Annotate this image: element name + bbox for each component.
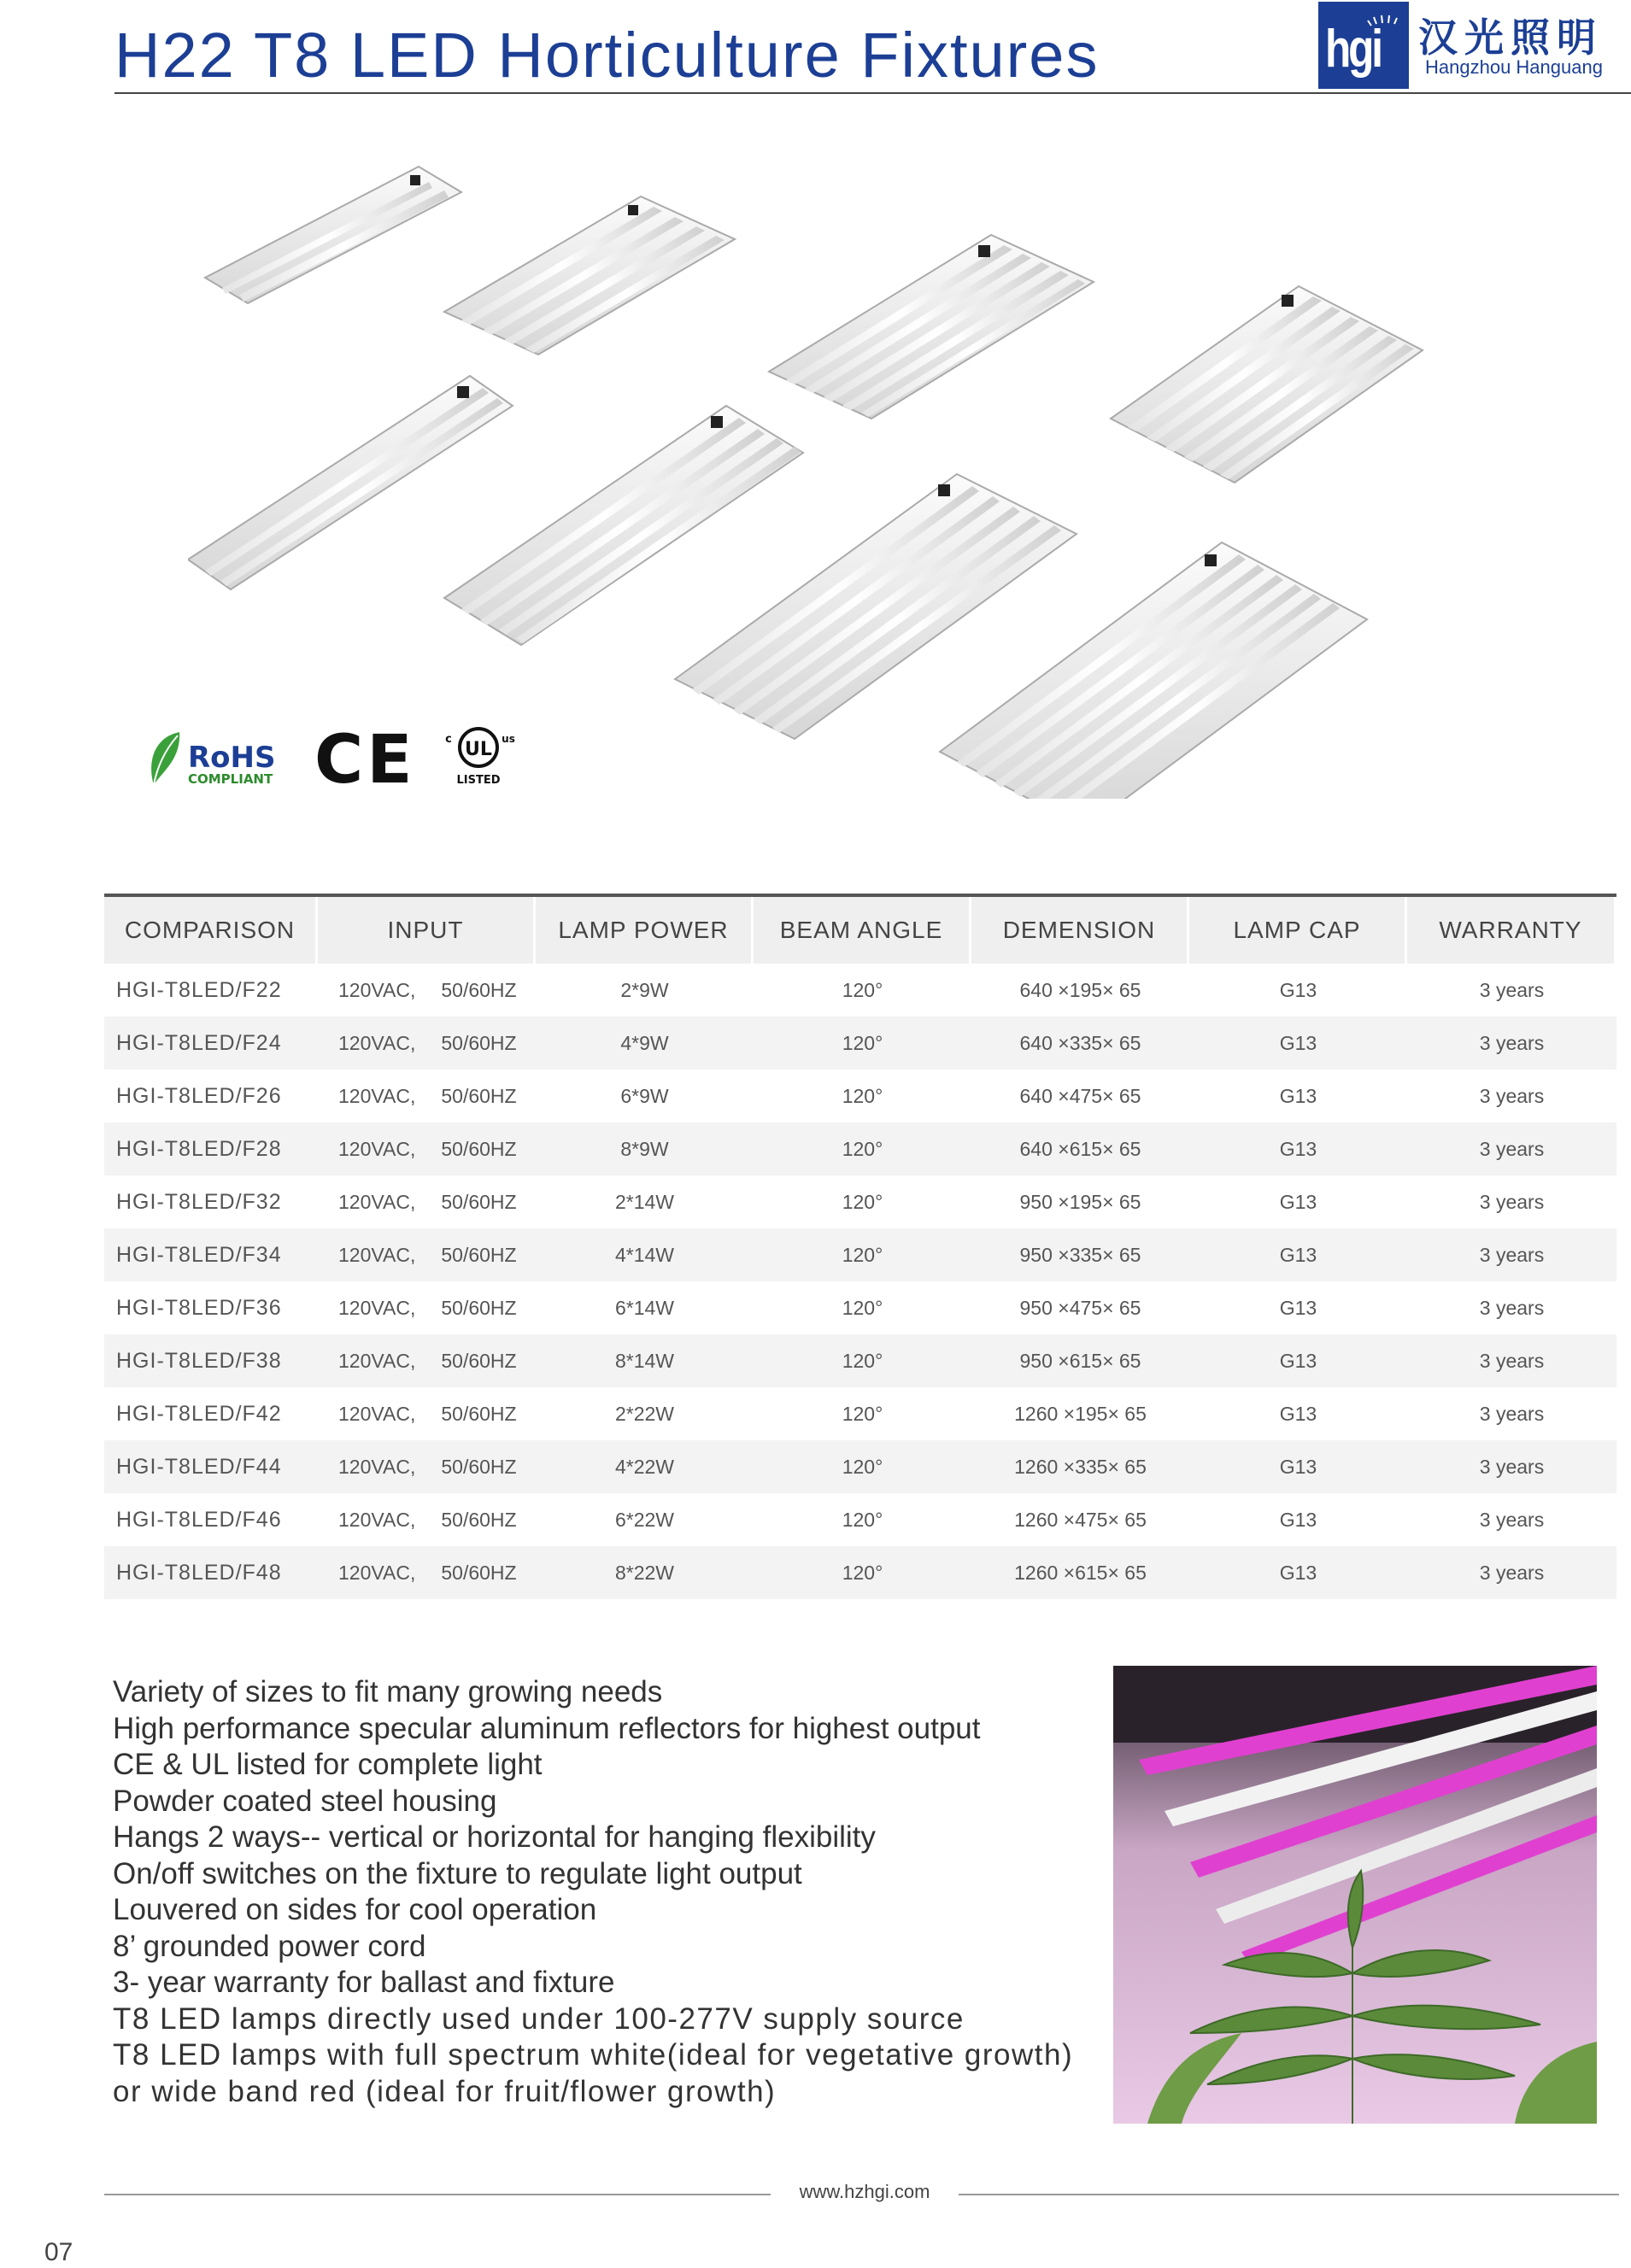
fixture-f28 bbox=[1111, 286, 1423, 483]
lamp-cap-cell: G13 bbox=[1189, 1334, 1407, 1387]
feature-item: or wide band red (ideal for fruit/flower growth) bbox=[113, 2074, 777, 2108]
table-header-row bbox=[104, 897, 1616, 964]
dimension-cell: 950 ×615× 65 bbox=[971, 1334, 1189, 1387]
model-cell: HGI-T8LED/F34 bbox=[104, 1228, 318, 1281]
model-cell: HGI-T8LED/F36 bbox=[116, 1295, 282, 1320]
warranty-cell: 3 years bbox=[1479, 1296, 1545, 1319]
column-header-lamp-cap: LAMP CAP bbox=[1189, 897, 1407, 964]
table-row bbox=[104, 1493, 1616, 1546]
lamp-power-cell: 8*9W bbox=[536, 1122, 754, 1175]
model-cell: HGI-T8LED/F38 bbox=[104, 1334, 318, 1387]
lamp-cap-cell: G13 bbox=[1189, 1546, 1407, 1599]
column-header-comparison: COMPARISON bbox=[104, 897, 318, 964]
table-row bbox=[104, 1070, 1616, 1122]
beam-angle-cell: 120° bbox=[754, 1546, 971, 1599]
input-frequency: 50/60HZ bbox=[441, 1243, 517, 1266]
model-cell: HGI-T8LED/F32 bbox=[116, 1189, 282, 1214]
lamp-power-cell: 8*14W bbox=[536, 1334, 754, 1387]
column-header-dimension: DEMENSION bbox=[971, 897, 1189, 964]
input-frequency: 50/60HZ bbox=[441, 1402, 517, 1425]
ul-c-text: c bbox=[445, 733, 452, 746]
input-cell bbox=[318, 1122, 536, 1175]
ul-text: UL bbox=[465, 739, 492, 760]
dimension-cell: 1260 ×335× 65 bbox=[971, 1440, 1189, 1493]
input-cell bbox=[318, 964, 536, 1017]
dimension-cell: 640 ×615× 65 bbox=[971, 1122, 1189, 1175]
dimension-cell: 950 ×475× 65 bbox=[1019, 1296, 1141, 1319]
lamp-power-cell: 4*22W bbox=[536, 1440, 754, 1493]
input-frequency: 50/60HZ bbox=[441, 1455, 517, 1478]
warranty-cell: 3 years bbox=[1407, 1334, 1616, 1387]
rohs-compliant-label: COMPLIANT bbox=[188, 771, 273, 787]
rohs-label: RoHS bbox=[188, 741, 276, 775]
fixture-f24 bbox=[444, 196, 735, 355]
input-cell bbox=[318, 1281, 536, 1334]
input-cell bbox=[318, 1017, 536, 1070]
feature-item: Variety of sizes to fit many growing needs bbox=[113, 1675, 663, 1708]
warranty-cell: 3 years bbox=[1479, 1084, 1545, 1107]
dimension-cell: 950 ×195× 65 bbox=[1019, 1190, 1141, 1213]
lamp-power-cell: 2*14W bbox=[614, 1190, 675, 1213]
input-voltage: 120VAC, bbox=[338, 1508, 416, 1531]
warranty-cell: 3 years bbox=[1407, 1440, 1616, 1493]
beam-angle-cell: 120° bbox=[754, 1440, 971, 1493]
input-frequency: 50/60HZ bbox=[441, 1190, 517, 1213]
fixture-f32 bbox=[188, 376, 513, 589]
lamp-power-cell: 8*22W bbox=[536, 1546, 754, 1599]
input-cell bbox=[318, 1334, 536, 1387]
lamp-power-cell: 4*14W bbox=[536, 1228, 754, 1281]
footer-divider-right bbox=[959, 2194, 1619, 2195]
input-voltage: 120VAC, bbox=[338, 978, 416, 1001]
lamp-power-cell: 6*14W bbox=[614, 1296, 675, 1319]
input-cell bbox=[318, 1070, 536, 1122]
dimension-cell: 1260 ×615× 65 bbox=[971, 1546, 1189, 1599]
input-voltage: 120VAC, bbox=[338, 1084, 416, 1107]
feature-item: Hangs 2 ways-- vertical or horizontal for hanging flexibility bbox=[113, 1820, 876, 1854]
lamp-cap-cell: G13 bbox=[1279, 1402, 1317, 1425]
spec-table bbox=[104, 894, 1616, 1599]
warranty-cell: 3 years bbox=[1407, 1546, 1616, 1599]
warranty-cell: 3 years bbox=[1407, 1122, 1616, 1175]
beam-angle-cell: 120° bbox=[842, 1190, 883, 1213]
beam-angle-cell: 120° bbox=[754, 1334, 971, 1387]
input-frequency: 50/60HZ bbox=[441, 1031, 517, 1054]
feature-item: High performance specular aluminum reflectors for highest output bbox=[113, 1711, 981, 1745]
lamp-cap-cell: G13 bbox=[1279, 978, 1317, 1001]
model-cell: HGI-T8LED/F26 bbox=[116, 1083, 282, 1108]
warranty-cell: 3 years bbox=[1407, 1017, 1616, 1070]
lamp-cap-cell: G13 bbox=[1189, 1440, 1407, 1493]
model-cell: HGI-T8LED/F42 bbox=[116, 1401, 282, 1426]
table-row bbox=[104, 1546, 1616, 1599]
feature-item: 8’ grounded power cord bbox=[113, 1929, 426, 1963]
feature-item: CE & UL listed for complete light bbox=[113, 1748, 543, 1781]
fixture-f34 bbox=[444, 406, 803, 645]
leaf-icon bbox=[145, 729, 188, 788]
dimension-cell: 640 ×475× 65 bbox=[1019, 1084, 1141, 1107]
lamp-power-cell: 2*9W bbox=[620, 978, 669, 1001]
input-voltage: 120VAC, bbox=[338, 1243, 416, 1266]
lamp-cap-cell: G13 bbox=[1279, 1296, 1317, 1319]
rohs-badge bbox=[145, 729, 290, 788]
input-frequency: 50/60HZ bbox=[441, 1296, 517, 1319]
input-voltage: 120VAC, bbox=[338, 1455, 416, 1478]
beam-angle-cell: 120° bbox=[842, 978, 883, 1001]
warranty-cell: 3 years bbox=[1407, 1228, 1616, 1281]
warranty-cell: 3 years bbox=[1479, 978, 1545, 1001]
input-voltage: 120VAC, bbox=[338, 1349, 416, 1372]
feature-item: On/off switches on the fixture to regulate light output bbox=[113, 1856, 802, 1890]
feature-item: T8 LED lamps directly used under 100-277V supply source bbox=[113, 2001, 965, 2036]
feature-list bbox=[113, 1674, 1074, 2110]
input-voltage: 120VAC, bbox=[338, 1190, 416, 1213]
model-cell: HGI-T8LED/F48 bbox=[104, 1546, 318, 1599]
input-frequency: 50/60HZ bbox=[441, 978, 517, 1001]
ce-mark: CE bbox=[314, 722, 416, 799]
input-voltage: 120VAC, bbox=[338, 1296, 416, 1319]
certification-marks bbox=[145, 722, 530, 799]
dimension-cell: 640 ×335× 65 bbox=[971, 1017, 1189, 1070]
lamp-cap-cell: G13 bbox=[1189, 1122, 1407, 1175]
header-divider bbox=[114, 92, 1631, 94]
page-number: 07 bbox=[44, 2238, 73, 2266]
lamp-cap-cell: G13 bbox=[1279, 1190, 1317, 1213]
input-frequency: 50/60HZ bbox=[441, 1508, 517, 1531]
fixture-f26 bbox=[769, 235, 1094, 419]
input-voltage: 120VAC, bbox=[338, 1561, 416, 1584]
table-row bbox=[104, 1017, 1616, 1070]
beam-angle-cell: 120° bbox=[842, 1084, 883, 1107]
model-cell: HGI-T8LED/F24 bbox=[104, 1017, 318, 1070]
ul-listed-mark bbox=[440, 722, 517, 788]
table-row bbox=[104, 964, 1616, 1017]
dimension-cell: 1260 ×195× 65 bbox=[1014, 1402, 1147, 1425]
feature-item: Louvered on sides for cool operation bbox=[113, 1893, 597, 1926]
table-row bbox=[104, 1440, 1616, 1493]
table-row bbox=[104, 1175, 1616, 1228]
lamp-power-cell: 4*9W bbox=[536, 1017, 754, 1070]
feature-item: Powder coated steel housing bbox=[113, 1784, 497, 1818]
model-cell: HGI-T8LED/F28 bbox=[104, 1122, 318, 1175]
lamp-cap-cell: G13 bbox=[1279, 1084, 1317, 1107]
logo-mark: hgi bbox=[1325, 20, 1381, 79]
input-cell bbox=[318, 1228, 536, 1281]
dimension-cell: 950 ×335× 65 bbox=[971, 1228, 1189, 1281]
grow-room-photo bbox=[1113, 1666, 1597, 2124]
warranty-cell: 3 years bbox=[1479, 1508, 1545, 1531]
logo-chinese-name: 汉光照明 bbox=[1418, 15, 1603, 60]
input-frequency: 50/60HZ bbox=[441, 1084, 517, 1107]
input-cell bbox=[318, 1546, 536, 1599]
input-frequency: 50/60HZ bbox=[441, 1561, 517, 1584]
input-frequency: 50/60HZ bbox=[441, 1137, 517, 1160]
lamp-cap-cell: G13 bbox=[1189, 1228, 1407, 1281]
table-row bbox=[104, 1387, 1616, 1440]
beam-angle-cell: 120° bbox=[754, 1228, 971, 1281]
lamp-power-cell: 2*22W bbox=[614, 1402, 675, 1425]
beam-angle-cell: 120° bbox=[754, 1017, 971, 1070]
column-header-lamp-power: LAMP POWER bbox=[536, 897, 754, 964]
table-row bbox=[104, 1334, 1616, 1387]
beam-angle-cell: 120° bbox=[754, 1122, 971, 1175]
dimension-cell: 1260 ×475× 65 bbox=[1014, 1508, 1147, 1531]
input-cell bbox=[318, 1493, 536, 1546]
product-photo bbox=[188, 149, 1572, 799]
model-cell: HGI-T8LED/F46 bbox=[116, 1507, 282, 1532]
feature-item: 3- year warranty for ballast and fixture bbox=[113, 1966, 615, 1999]
feature-item: T8 LED lamps with full spectrum white(ideal for vegetative growth) bbox=[113, 2038, 1074, 2072]
beam-angle-cell: 120° bbox=[842, 1508, 883, 1531]
logo-english-name: Hangzhou Hanguang bbox=[1425, 56, 1603, 78]
lamp-cap-cell: G13 bbox=[1189, 1017, 1407, 1070]
model-cell: HGI-T8LED/F44 bbox=[104, 1440, 318, 1493]
input-cell bbox=[318, 1440, 536, 1493]
ul-us-text: us bbox=[502, 733, 515, 745]
column-header-warranty: WARRANTY bbox=[1407, 897, 1616, 964]
warranty-cell: 3 years bbox=[1479, 1402, 1545, 1425]
input-cell bbox=[318, 1175, 536, 1228]
table-row bbox=[104, 1122, 1616, 1175]
footer-website-link[interactable]: www.hzhgi.com bbox=[799, 2181, 930, 2202]
input-voltage: 120VAC, bbox=[338, 1402, 416, 1425]
input-voltage: 120VAC, bbox=[338, 1031, 416, 1054]
dimension-cell: 640 ×195× 65 bbox=[1019, 978, 1141, 1001]
ul-listed-text: LISTED bbox=[456, 774, 501, 787]
lamp-power-cell: 6*22W bbox=[614, 1508, 675, 1531]
footer-divider-left bbox=[104, 2194, 771, 2195]
fixture-f22 bbox=[205, 167, 461, 303]
input-frequency: 50/60HZ bbox=[441, 1349, 517, 1372]
input-voltage: 120VAC, bbox=[338, 1137, 416, 1160]
beam-angle-cell: 120° bbox=[842, 1296, 883, 1319]
model-cell: HGI-T8LED/F22 bbox=[116, 977, 282, 1002]
lamp-cap-cell: G13 bbox=[1279, 1508, 1317, 1531]
warranty-cell: 3 years bbox=[1479, 1190, 1545, 1213]
table-row bbox=[104, 1281, 1616, 1334]
page-title: H22 T8 LED Horticulture Fixtures bbox=[114, 20, 1100, 91]
input-cell bbox=[318, 1387, 536, 1440]
table-row bbox=[104, 1228, 1616, 1281]
lamp-power-cell: 6*9W bbox=[620, 1084, 669, 1107]
company-logo bbox=[1318, 2, 1409, 89]
column-header-input: INPUT bbox=[318, 897, 536, 964]
beam-angle-cell: 120° bbox=[842, 1402, 883, 1425]
column-header-beam-angle: BEAM ANGLE bbox=[754, 897, 971, 964]
